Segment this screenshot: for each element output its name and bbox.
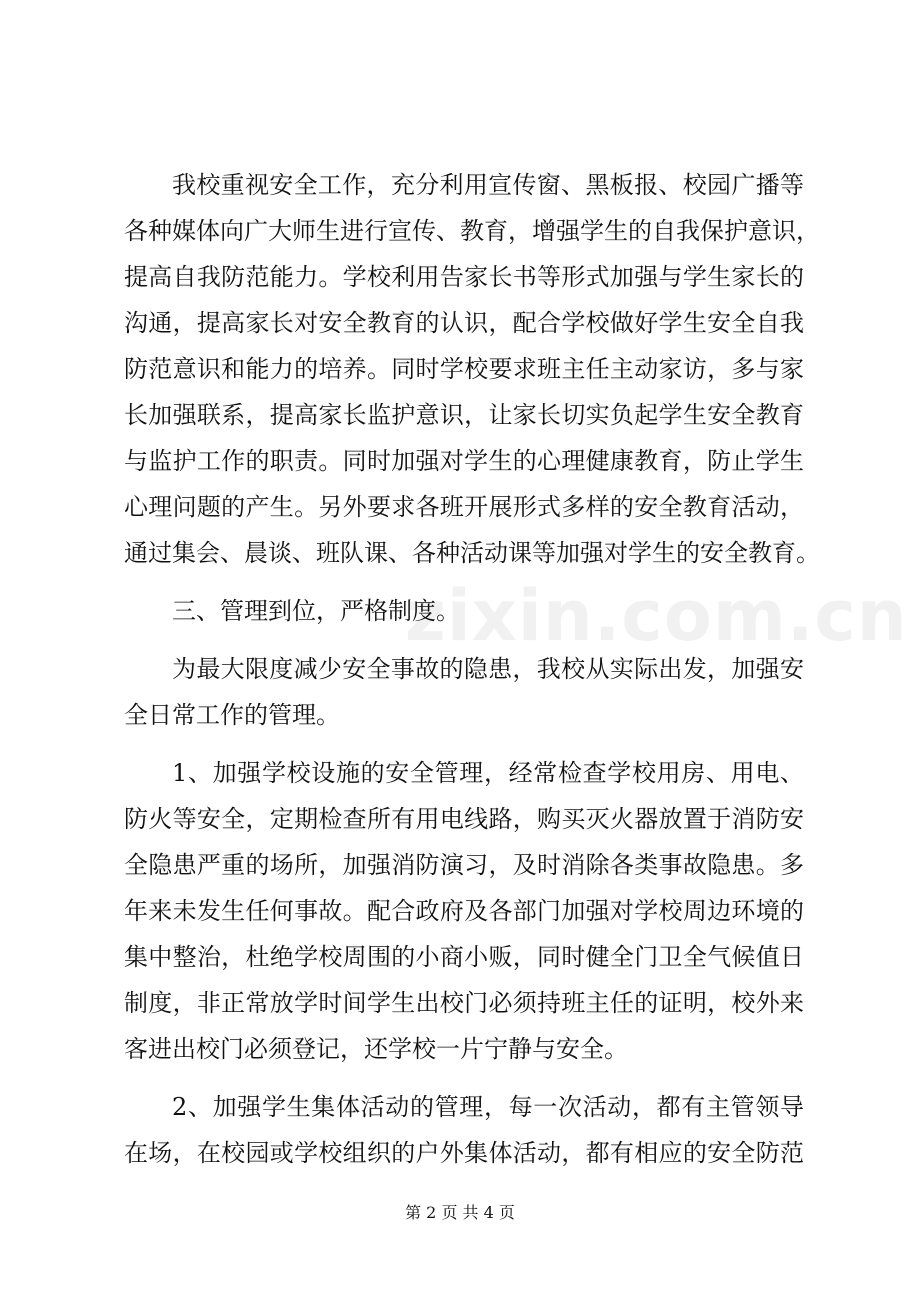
text-line: 全隐患严重的场所，加强消防演习，及时消除各类事故隐患。多 — [124, 851, 804, 879]
page-footer: 第 2 页 共 4 页 — [405, 1203, 515, 1222]
text-line: 防火等安全，定期检查所有用电线路，购买灭火器放置于消防安 — [124, 805, 804, 833]
text-line: 各种媒体向广大师生进行宣传、教育，增强学生的自我保护意识， — [124, 217, 820, 245]
text-line: 2、加强学生集体活动的管理，每一次活动，都有主管领导 — [172, 1093, 804, 1121]
text-line: 防范意识和能力的培养。同时学校要求班主任主动家访，多与家 — [124, 355, 804, 383]
paragraph — [124, 1084, 804, 1176]
text-line: 与监护工作的职责。同时加强对学生的心理健康教育，防止学生 — [124, 447, 804, 475]
text-line: 为最大限度减少安全事故的隐患，我校从实际出发，加强安 — [172, 655, 804, 683]
text-line: 集中整治，杜绝学校周围的小商小贩，同时健全门卫全气候值日 — [124, 943, 804, 971]
text-line: 三、管理到位，严格制度。 — [172, 597, 460, 625]
paragraph — [124, 646, 804, 738]
text-line: 在场，在校园或学校组织的户外集体活动，都有相应的安全防范 — [124, 1139, 804, 1167]
text-line: 制度，非正常放学时间学生出校门必须持班主任的证明，校外来 — [124, 989, 804, 1017]
paragraph — [124, 750, 804, 1072]
text-line: 全日常工作的管理。 — [124, 701, 340, 729]
text-line: 我校重视安全工作，充分利用宣传窗、黑板报、校园广播等 — [172, 171, 804, 199]
document-body — [124, 162, 820, 1176]
section-heading — [124, 588, 804, 634]
text-line: 1、加强学校设施的安全管理，经常检查学校用房、用电、 — [172, 759, 804, 787]
text-line: 年来未发生任何事故。配合政府及各部门加强对学校周边环境的 — [124, 897, 804, 925]
text-line: 通过集会、晨谈、班队课、各种活动课等加强对学生的安全教育。 — [124, 539, 820, 567]
text-line: 长加强联系，提高家长监护意识，让家长切实负起学生安全教育 — [124, 401, 804, 429]
paragraph — [124, 162, 820, 576]
text-line: 心理问题的产生。另外要求各班开展形式多样的安全教育活动， — [124, 493, 804, 521]
watermark: zixin.com.cn — [405, 575, 908, 657]
text-line: 提高自我防范能力。学校利用告家长书等形式加强与学生家长的 — [124, 263, 804, 291]
text-line: 沟通，提高家长对安全教育的认识，配合学校做好学生安全自我 — [124, 309, 804, 337]
text-line: 客进出校门必须登记，还学校一片宁静与安全。 — [124, 1035, 628, 1063]
